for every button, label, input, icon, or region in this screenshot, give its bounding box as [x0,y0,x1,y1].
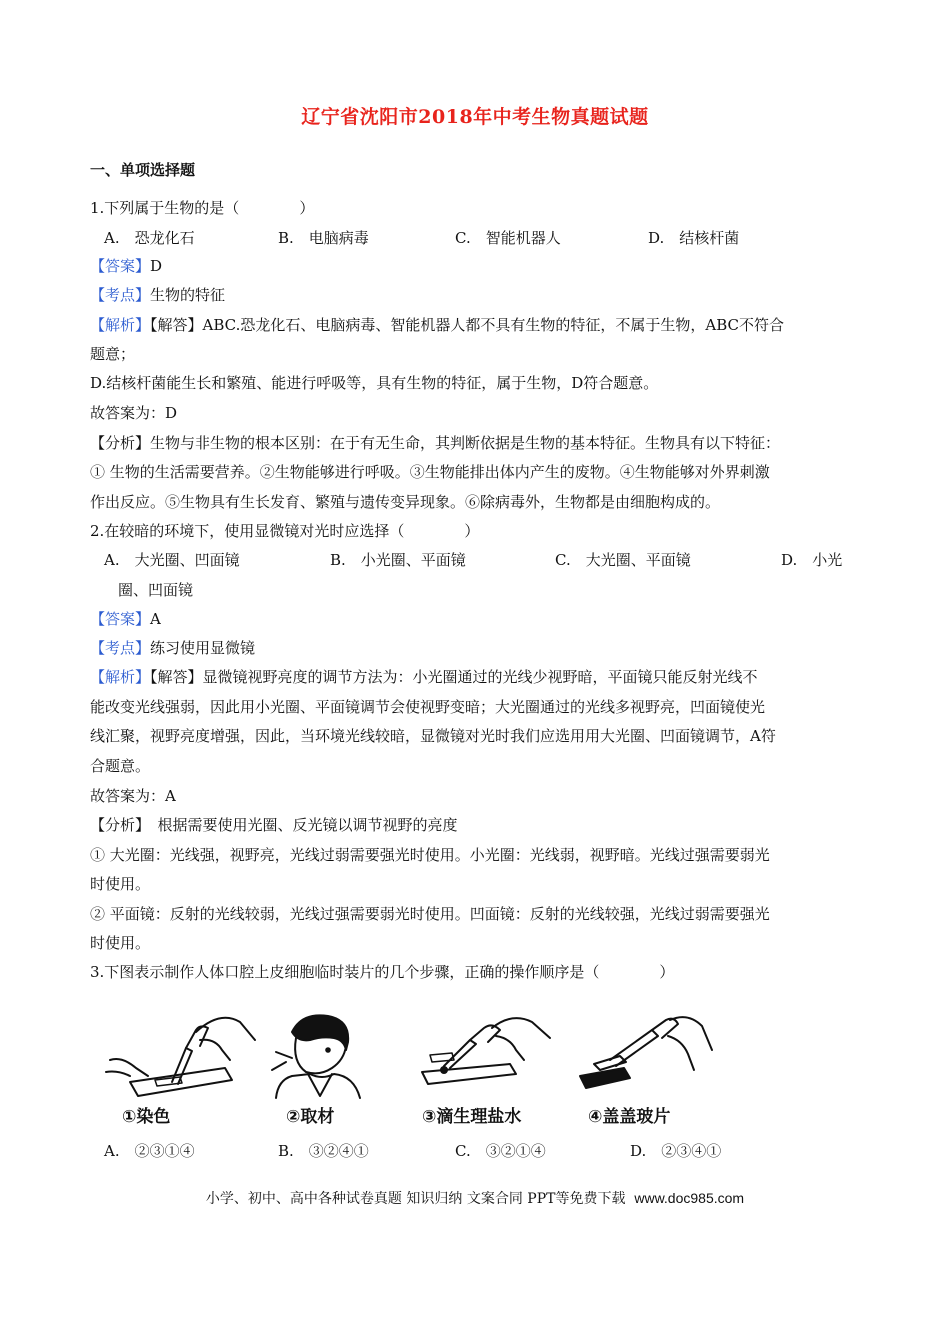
fenxi-tag: 【分析】 [90,816,143,834]
q1-option-d: D. 结核杆菌 [648,229,740,247]
section-heading: 一、单项选择题 [90,161,196,179]
q3-stem: 3.下图表示制作人体口腔上皮细胞临时装片的几个步骤，正确的操作顺序是（ ） [90,963,675,981]
q2-option-c: C. 大光圈、平面镜 [555,551,691,569]
footer-text: 小学、初中、高中各种试卷真题 知识归纳 文案合同 PPT等免费下载 [205,1191,626,1207]
q1-fenxi-line [90,433,780,453]
analysis-tag: 【解析】 [90,316,151,334]
fenxi-tag: 【分析】 [90,434,151,452]
q2-fenxi-line [90,815,458,835]
staining-illustration [100,1010,260,1100]
q1-option-c: C. 智能机器人 [455,229,561,247]
answer-tag: 【答案】 [90,610,151,628]
page-footer [0,1188,950,1208]
q1-point-line [90,285,225,305]
q2-option-d: D. 小光 [781,551,843,569]
q1-answer-line [90,256,162,276]
q1-line-d: D.结核杆菌能生长和繁殖、能进行呼吸等，具有生物的特征，属于生物，D符合题意。 [90,374,659,392]
q1-fenxi-2: ① 生物的生活需要营养。②生物能够进行呼吸。③生物能排出体内产生的废物。④生物能够对外界刺激 [90,463,770,481]
saline-drop-illustration [400,1010,560,1100]
q1-option-b: B. 电脑病毒 [278,229,369,247]
q2-final: 故答案为：A [90,787,176,805]
q2-answer-line [90,609,161,629]
page-title: 辽宁省沈阳市2018年中考生物真题试题 [301,106,649,128]
answer-tag: 【答案】 [90,257,151,275]
q2-fenxi-3: 时使用。 [90,875,151,893]
q1-analysis-2: 题意； [90,345,136,363]
q1-option-a: A. 恐龙化石 [104,229,195,247]
q2-analysis-2: 能改变光线强弱，因此用小光圈、平面镜调节会使视野变暗；大光圈通过的光线多视野亮，凹面镜使光 [90,698,766,716]
q2-analysis-4: 合题意。 [90,757,151,775]
q1-fenxi-1: 生物与非生物的根本区别：在于有无生命，其判断依据是生物的基本特征。生物具有以下特征： [150,434,781,452]
point-tag: 【考点】 [90,286,151,304]
q2-analysis-1: 【解答】显微镜视野亮度的调节方法为：小光圈通过的光线少视野暗，平面镜只能反射光线不 [150,668,758,686]
q1-stem: 1.下列属于生物的是（ ） [90,199,315,217]
point-tag: 【考点】 [90,639,151,657]
figure-caption-2: ②取材 [286,1107,335,1127]
q2-option-d-cont: 圈、凹面镜 [118,581,194,599]
q2-point-line [90,638,255,658]
q3-option-a: A. ②③①④ [104,1142,195,1160]
cover-slip-illustration [570,1010,720,1100]
sampling-illustration [262,1010,372,1100]
q2-point: 练习使用显微镜 [150,639,256,657]
analysis-tag: 【解析】 [90,668,151,686]
figure-caption-4: ④盖盖玻片 [588,1107,671,1127]
q1-fenxi-3: 作出反应。⑤生物具有生长发育、繁殖与遗传变异现象。⑥除病毒外，生物都是由细胞构成的。 [90,493,721,511]
q2-option-b: B. 小光圈、平面镜 [330,551,466,569]
q3-option-b: B. ③②④① [278,1142,369,1160]
q1-analysis-1: 【解答】ABC.恐龙化石、电脑病毒、智能机器人都不具有生物的特征，不属于生物，ABC不符合 [150,316,784,334]
q1-point: 生物的特征 [150,286,226,304]
q2-fenxi-4: ② 平面镜：反射的光线较弱，光线过强需要弱光时使用。凹面镜：反射的光线较强，光线过弱需要强光 [90,905,770,923]
q2-stem: 2.在较暗的环境下，使用显微镜对光时应选择（ ） [90,522,480,540]
q2-analysis-3: 线汇聚，视野亮度增强，因此，当环境光线较暗，显微镜对光时我们应选用用大光圈、凹面镜调节，A符 [90,727,776,745]
figure-caption-3: ③滴生理盐水 [422,1107,522,1127]
figure-caption-1: ①染色 [122,1107,171,1127]
q2-option-a: A. 大光圈、凹面镜 [104,551,240,569]
q3-option-c: C. ③②①④ [455,1142,546,1160]
q2-fenxi-1: 根据需要使用光圈、反光镜以调节视野的亮度 [142,816,458,834]
footer-url: www.doc985.com [634,1190,745,1206]
q3-option-d: D. ②③④① [630,1142,722,1160]
q1-answer: D [150,257,163,275]
q2-fenxi-5: 时使用。 [90,934,151,952]
q2-fenxi-2: ① 大光圈：光线强，视野亮，光线过弱需要强光时使用。小光圈：光线弱，视野暗。光线过强需要弱光 [90,846,770,864]
q2-analysis-line [90,667,758,687]
q2-answer: A [150,610,161,628]
q1-final: 故答案为：D [90,404,178,422]
q1-analysis-line [90,315,784,335]
